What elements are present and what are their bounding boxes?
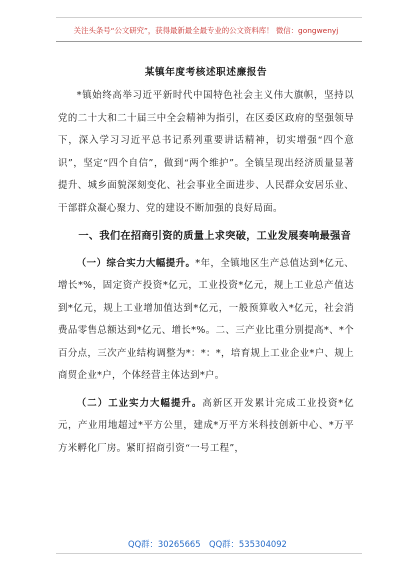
top-border bbox=[56, 17, 362, 18]
footer-qq-group-1: QQ群：30265665 bbox=[128, 539, 201, 549]
subsection-1-text: *年，全镇地区生产总值达到*亿元、增长*%，固定资产投资*亿元，工业投资*亿元，规上工业总产值达到*亿元，规上工业增加值达到*亿元，一般预算收入*亿元，社会消费品零售总额达到*亿元、增长*%。二、三产业比重分别提高*、*个百分点，三次产业结构调整为*：*：*，培育规上工业企业*户、规上商贸企业*户，个体经营主体达到*户。 bbox=[58, 257, 354, 381]
subsection-2-text: 高新区开发累计完成工业投资*亿元，产业用地超过*平方公里，建成*万平方米科技创新中心、*万平方米孵化厂房。紧盯招商引资“一号工程”， bbox=[58, 397, 354, 454]
header-divider bbox=[56, 41, 362, 42]
header-banner: 关注头条号“公文研究”，获得最新最全最专业的公文资料库！ 微信：gongwenyj bbox=[73, 26, 339, 35]
subsection-1-paragraph bbox=[58, 253, 354, 388]
subsection-2-label: （二）工业实力大幅提升。 bbox=[76, 397, 203, 409]
footer-divider bbox=[56, 553, 362, 554]
section-heading-1: 一、我们在招商引资的质量上求突破，工业发展奏响最强音 bbox=[78, 230, 352, 242]
intro-paragraph: *镇始终高举习近平新时代中国特色社会主义伟大旗帜，坚持以党的二十大和二十届三中全会精神为指引，在区委区政府的坚强领导下，深入学习习近平总书记系列重要讲话精神，切实增强“四个意识”，坚定“四个自信”，做到“两个维护”。全镇呈现出经济质量显著提升、城乡面貌深刻变化、社会事业全面进步、人民群众安居乐业、干部群众凝心聚力、党的建设不断加强的良好局面。 bbox=[58, 90, 354, 214]
subsection-2-paragraph bbox=[58, 393, 354, 461]
subsection-1-label: （一）综合实力大幅提升。 bbox=[76, 257, 196, 269]
document-title: 某镇年度考核述职述廉报告 bbox=[144, 67, 268, 78]
document-body bbox=[58, 85, 354, 460]
footer-qq-group-2: QQ群：535304092 bbox=[209, 539, 287, 549]
